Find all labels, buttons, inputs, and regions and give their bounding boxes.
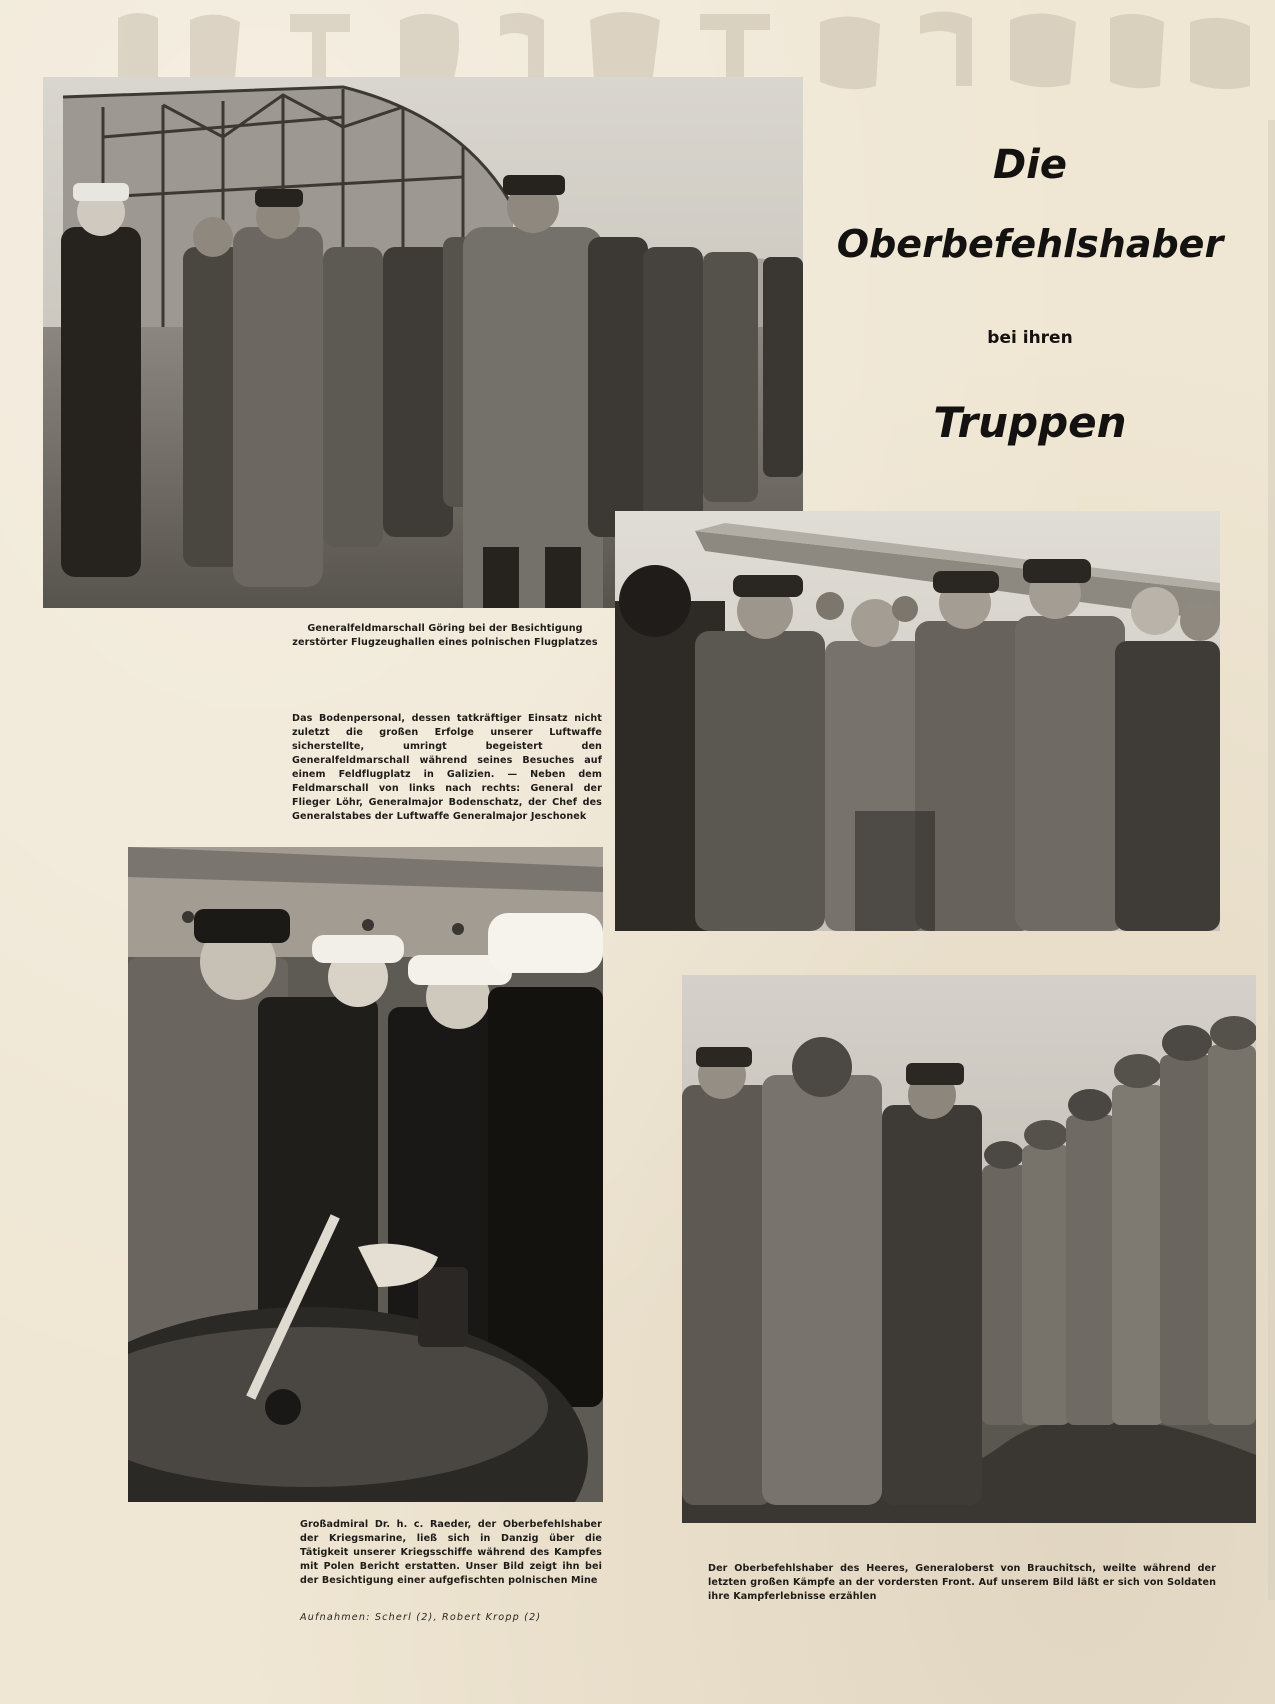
photo-raeder-mine	[128, 847, 603, 1502]
photo-brauchitsch-soldiers-image	[682, 975, 1256, 1523]
photo-credit: Aufnahmen: Scherl (2), Robert Kropp (2)	[300, 1612, 542, 1623]
caption-ground-crew: Das Bodenpersonal, dessen tatkräftiger Einsatz nicht zuletzt die großen Erfolge unserer Luftwaffe sicherstellte, umringt begeistert den Generalfeldmarschall während seines Besuches auf einem Feldflugplatz in Galizien. — Neben dem Feldmarschall von links nach rechts: General der Flieger Löhr, Generalmajor Bodenschatz, der Chef des Generalstabes der Luftwaffe Generalmajor Jeschonek	[292, 713, 602, 822]
caption-goering-airfield: Generalfeldmarschall Göring bei der Besichtigung zerstörter Flugzeughallen eines polnischen Flugplatzes	[292, 623, 598, 648]
headline	[820, 130, 1240, 470]
headline-line-4: Truppen	[933, 398, 1127, 447]
caption-raeder: Großadmiral Dr. h. c. Raeder, der Oberbefehlshaber der Kriegsmarine, ließ sich in Danzig über die Tätigkeit unserer Kriegsschiffe während des Kampfes mit Polen Bericht erstatten. Unser Bild zeigt ihn bei der Besichtigung einer aufgefischten polnischen Mine	[300, 1519, 602, 1586]
caption-brauchitsch: Der Oberbefehlshaber des Heeres, Generaloberst von Brauchitsch, weilte während der letzten großen Kämpfe an der vordersten Front. Auf unserem Bild läßt er sich von Soldaten ihre Kampferlebnisse erzählen	[708, 1563, 1216, 1602]
photo-ground-crew	[615, 511, 1220, 931]
photo-ground-crew-image	[615, 511, 1220, 931]
photo-raeder-mine-image	[128, 847, 603, 1502]
photo-brauchitsch-soldiers	[682, 975, 1256, 1523]
headline-line-2: Oberbefehlshaber	[836, 222, 1224, 266]
headline-line-1: Die	[992, 142, 1068, 188]
headline-line-3: bei ihren	[987, 328, 1073, 348]
